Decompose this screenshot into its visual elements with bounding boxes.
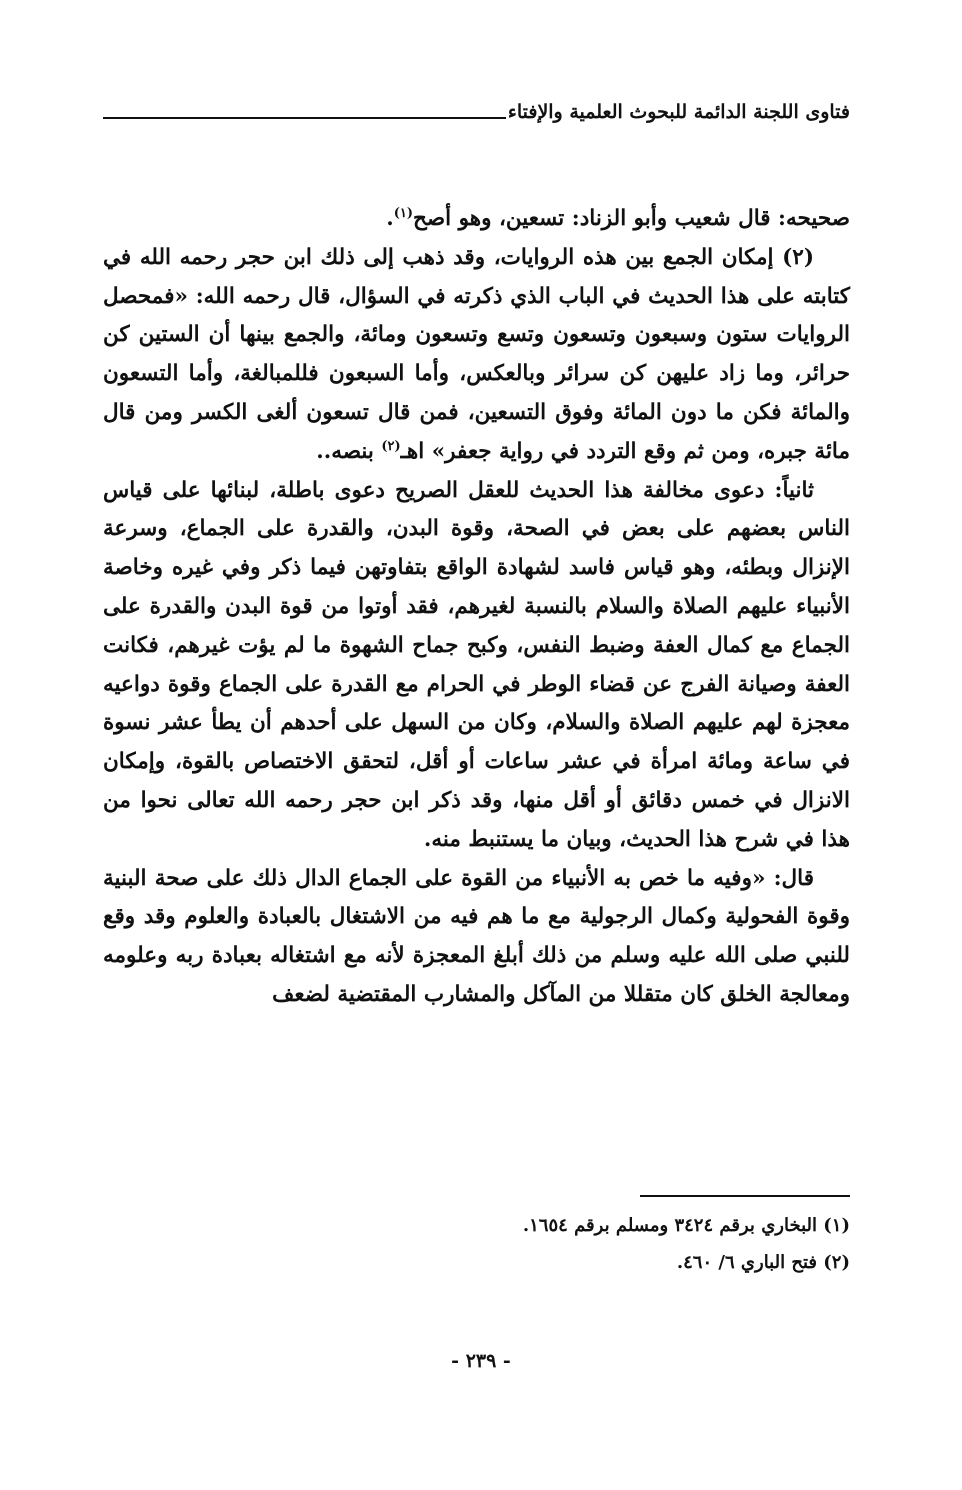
paragraph-3: ثانياً: دعوى مخالفة هذا الحديث للعقل الصريح دعوى باطلة، لبنائها على قياس الناس بعضهم على بعض في الصحة، وقوة البدن، والقدرة على الجماع، وسرعة الإنزال وبطئه، وهو قياس فاسد لشهادة الواقع بتفاوتهن فيما ذكر وفي غيره وخاصة الأنبياء عليهم الصلاة والسلام بالنسبة لغيرهم، فقد أوتوا من قوة البدن والقدرة على الجماع مع كمال العفة وضبط النفس، وكبح جماح الشهوة ما لم يؤت غيرهم، فكانت العفة وصيانة الفرج عن قضاء الوطر في الحرام مع القدرة على الجماع وقوة دواعيه معجزة لهم عليهم الصلاة والسلام، وكان من السهل على أحدهم أن يطأ عشر نسوة في ساعة ومائة امرأة في عشر ساعات أو أقل، لتحقق الاختصاص بالقوة، وإمكان الانزال في خمس دقائق أو أقل منها، وقد ذكر ابن حجر رحمه الله تعالى نحوا من هذا في شرح هذا الحديث، وبيان ما يستنبط منه. — [103, 477, 850, 852]
footnote-2: (٢) فتح الباري ٦/ ٤٦٠. — [676, 1252, 850, 1273]
footnote-separator — [640, 1195, 850, 1197]
paragraph-1-text: صحيحه: قال شعيب وأبو الزناد: تسعين، وهو أصح — [413, 206, 850, 231]
paragraph-1 — [103, 200, 850, 239]
paragraph-4: قال: «وفيه ما خص به الأنبياء من القوة على الجماع الدال ذلك على صحة البنية وقوة الفحولية وكمال الرجولية مع ما هم فيه من الاشتغال بالعبادة والعلوم وقد وقع للنبي صلى الله عليه وسلم من ذلك أبلغ المعجزة لأنه مع اشتغاله بعبادة ربه وعلومه ومعالجة الخلق كان متقللا من المآكل والمشارب المقتضية لضعف — [103, 865, 850, 1007]
paragraph-2-text: (٢) إمكان الجمع بين هذه الروايات، وقد ذهب إلى ذلك ابن حجر رحمه الله في كتابته على هذا الحديث في الباب الذي ذكرته في السؤال، قال رحمه الله: «فمحصل الروايات ستون وسبعون وتسعون وتسع وتسعون ومائة، والجمع بينها أن الستين كن حرائر، وما زاد عليهن كن سرائر وبالعكس، وأما السبعون فللمبالغة، وأما التسعون والمائة فكن ما دون المائة وفوق التسعين، فمن قال تسعون ألغى الكسر ومن قال مائة جبره، ومن ثم وقع التردد في رواية جعفر» اهـ — [103, 244, 850, 464]
header-title: فتاوى اللجنة الدائمة للبحوث العلمية والإفتاء — [507, 101, 850, 123]
footnote-ref-1: (١) — [393, 205, 414, 221]
footnote-1: (١) البخاري برقم ٣٤٢٤ ومسلم برقم ١٦٥٤. — [522, 1215, 850, 1236]
paragraph-2 — [103, 239, 850, 472]
running-header — [103, 88, 850, 122]
main-text — [103, 200, 850, 1015]
footnote-ref-2: (٢) — [381, 438, 401, 454]
page-number: - ٢٣٩ - — [451, 1350, 511, 1372]
header-rule — [103, 117, 506, 119]
footnotes — [103, 1207, 850, 1281]
paragraph-1-end: . — [386, 206, 394, 231]
paragraph-2-end: بنصه.. — [316, 438, 382, 464]
